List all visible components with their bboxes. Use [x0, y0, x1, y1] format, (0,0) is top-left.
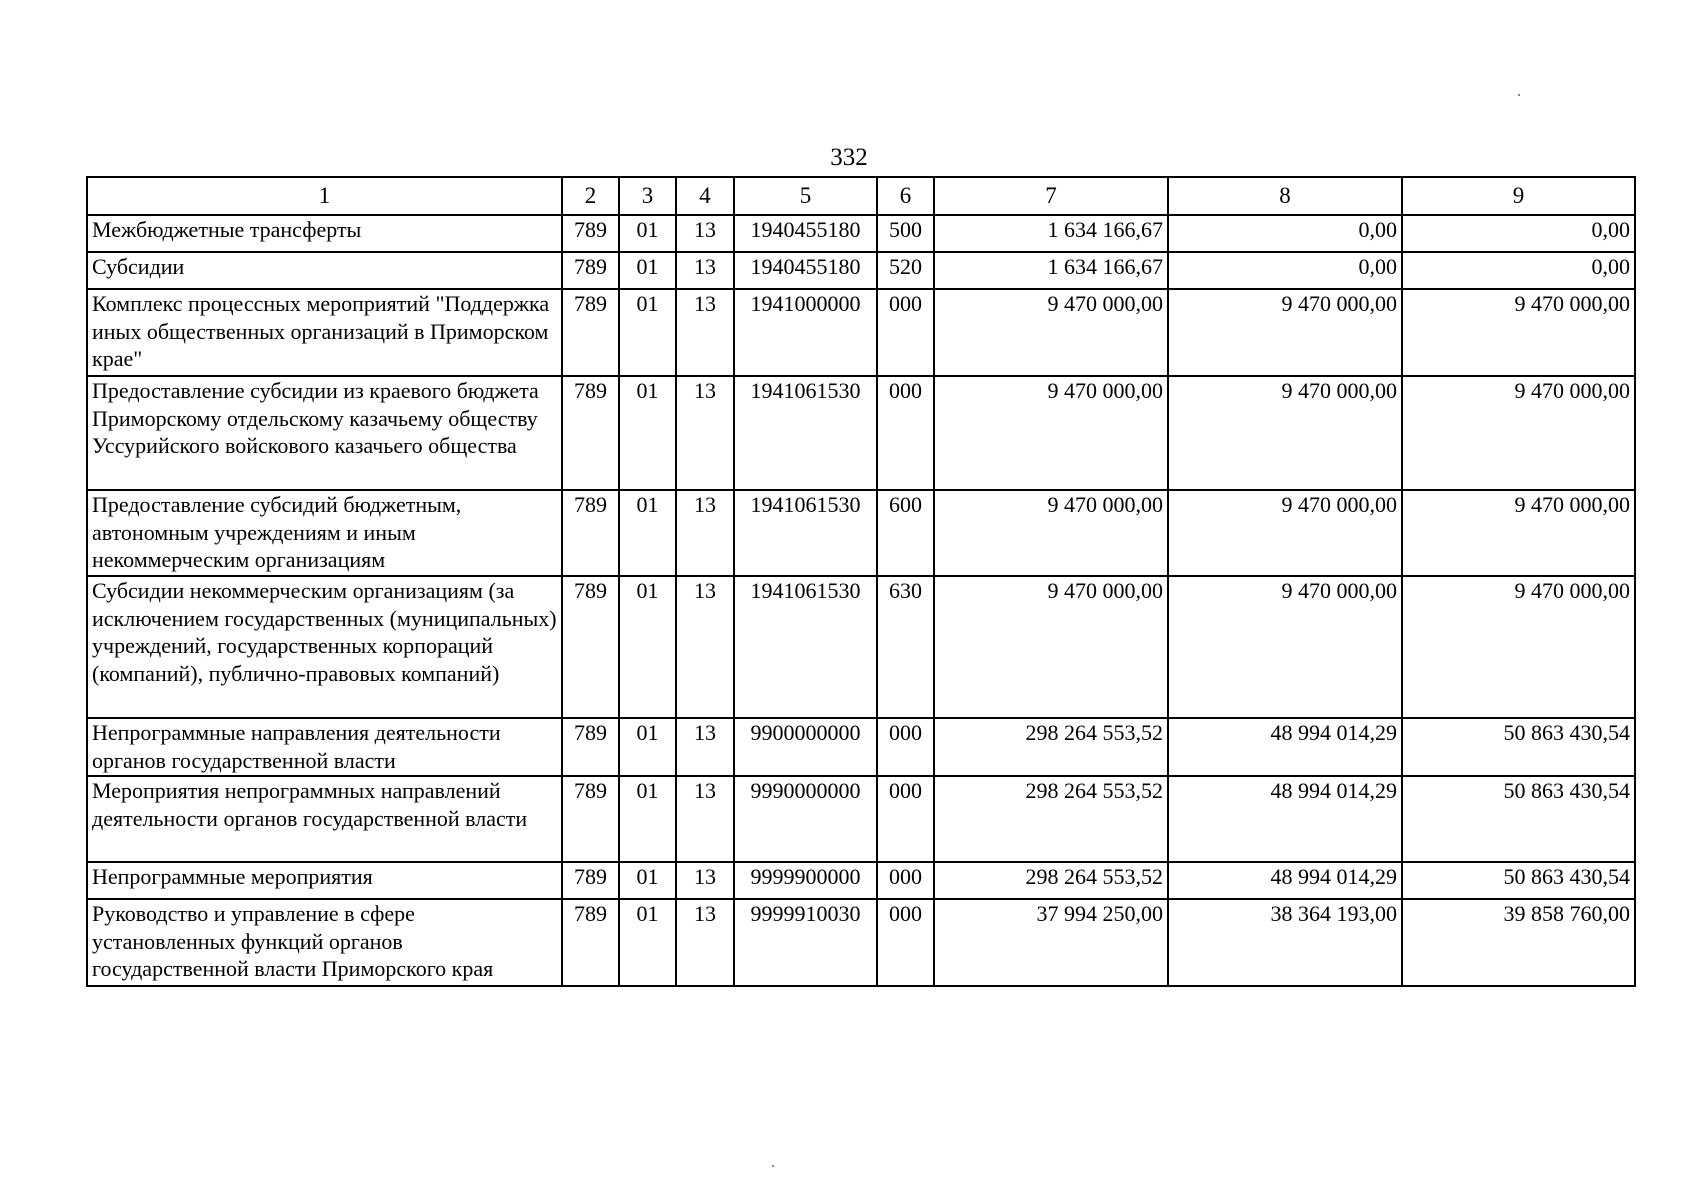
row-name: Субсидии некоммерческим организациям (за исключением государственных (муниципальных) учреждений, государственных корпораций (компаний), публично-правовых компаний): [87, 576, 562, 718]
cell-col2: 789: [562, 289, 619, 376]
cell-col3: 01: [619, 215, 676, 252]
cell-col9: 9 470 000,00: [1402, 376, 1635, 490]
row-name: Предоставление субсидии из краевого бюджета Приморскому отдельскому казачьему обществу Уссурийского войскового казачьего общества: [87, 376, 562, 490]
cell-col5: 1941061530: [734, 490, 877, 576]
cell-col8: 38 364 193,00: [1168, 899, 1402, 986]
cell-col7: 298 264 553,52: [934, 718, 1168, 776]
cell-col6: 000: [877, 376, 934, 490]
cell-col8: 9 470 000,00: [1168, 490, 1402, 576]
column-header: 9: [1402, 177, 1635, 215]
row-name: Мероприятия непрограммных направлений деятельности органов государственной власти: [87, 776, 562, 862]
column-header: 2: [562, 177, 619, 215]
cell-col3: 01: [619, 576, 676, 718]
cell-col3: 01: [619, 289, 676, 376]
cell-col8: 0,00: [1168, 215, 1402, 252]
table-row: [87, 376, 1635, 490]
cell-col9: 9 470 000,00: [1402, 289, 1635, 376]
cell-col5: 9999910030: [734, 899, 877, 986]
cell-col8: 9 470 000,00: [1168, 576, 1402, 718]
cell-col3: 01: [619, 376, 676, 490]
table-row: [87, 215, 1635, 252]
cell-col9: 9 470 000,00: [1402, 576, 1635, 718]
cell-col4: 13: [676, 289, 734, 376]
row-name: Непрограммные мероприятия: [87, 862, 562, 899]
cell-col5: 1941000000: [734, 289, 877, 376]
table-row: [87, 899, 1635, 986]
cell-col8: 0,00: [1168, 252, 1402, 289]
cell-col2: 789: [562, 490, 619, 576]
row-name: Комплекс процессных мероприятий "Поддержка иных общественных организаций в Приморском крае": [87, 289, 562, 376]
scan-speck: [772, 1165, 774, 1167]
cell-col7: 9 470 000,00: [934, 576, 1168, 718]
cell-col2: 789: [562, 252, 619, 289]
cell-col9: 0,00: [1402, 252, 1635, 289]
scan-speck: [1518, 94, 1520, 96]
table-row: [87, 289, 1635, 376]
row-name: Руководство и управление в сфере установленных функций органов государственной власти Приморского края: [87, 899, 562, 986]
cell-col2: 789: [562, 862, 619, 899]
cell-col7: 298 264 553,52: [934, 776, 1168, 862]
cell-col6: 000: [877, 776, 934, 862]
column-header: 8: [1168, 177, 1402, 215]
cell-col6: 600: [877, 490, 934, 576]
cell-col2: 789: [562, 215, 619, 252]
cell-col9: 50 863 430,54: [1402, 862, 1635, 899]
cell-col5: 1941061530: [734, 376, 877, 490]
table-row: [87, 862, 1635, 899]
cell-col2: 789: [562, 576, 619, 718]
cell-col4: 13: [676, 776, 734, 862]
cell-col3: 01: [619, 899, 676, 986]
cell-col2: 789: [562, 899, 619, 986]
table-row: [87, 718, 1635, 776]
header-row: [87, 177, 1635, 215]
cell-col5: 9900000000: [734, 718, 877, 776]
cell-col7: 9 470 000,00: [934, 376, 1168, 490]
cell-col9: 9 470 000,00: [1402, 490, 1635, 576]
cell-col9: 50 863 430,54: [1402, 718, 1635, 776]
cell-col2: 789: [562, 776, 619, 862]
cell-col7: 9 470 000,00: [934, 490, 1168, 576]
cell-col8: 9 470 000,00: [1168, 376, 1402, 490]
page-number: 332: [830, 144, 868, 171]
cell-col5: 1941061530: [734, 576, 877, 718]
cell-col4: 13: [676, 862, 734, 899]
cell-col4: 13: [676, 490, 734, 576]
cell-col9: 39 858 760,00: [1402, 899, 1635, 986]
cell-col5: 9990000000: [734, 776, 877, 862]
cell-col9: 0,00: [1402, 215, 1635, 252]
cell-col7: 37 994 250,00: [934, 899, 1168, 986]
column-header: 4: [676, 177, 734, 215]
cell-col6: 000: [877, 862, 934, 899]
cell-col4: 13: [676, 252, 734, 289]
cell-col3: 01: [619, 252, 676, 289]
cell-col8: 48 994 014,29: [1168, 862, 1402, 899]
cell-col4: 13: [676, 376, 734, 490]
row-name: Субсидии: [87, 252, 562, 289]
cell-col3: 01: [619, 718, 676, 776]
cell-col5: 1940455180: [734, 252, 877, 289]
table-row: [87, 576, 1635, 718]
cell-col8: 9 470 000,00: [1168, 289, 1402, 376]
column-header: 6: [877, 177, 934, 215]
cell-col3: 01: [619, 490, 676, 576]
cell-col7: 9 470 000,00: [934, 289, 1168, 376]
cell-col8: 48 994 014,29: [1168, 718, 1402, 776]
cell-col7: 1 634 166,67: [934, 252, 1168, 289]
cell-col6: 000: [877, 899, 934, 986]
cell-col2: 789: [562, 376, 619, 490]
table-row: [87, 776, 1635, 862]
table-row: [87, 490, 1635, 576]
cell-col2: 789: [562, 718, 619, 776]
cell-col6: 500: [877, 215, 934, 252]
column-header: 5: [734, 177, 877, 215]
column-header: 1: [87, 177, 562, 215]
cell-col4: 13: [676, 215, 734, 252]
column-header: 7: [934, 177, 1168, 215]
row-name: Предоставление субсидий бюджетным, автономным учреждениям и иным некоммерческим организациям: [87, 490, 562, 576]
cell-col3: 01: [619, 776, 676, 862]
cell-col4: 13: [676, 718, 734, 776]
row-name: Непрограммные направления деятельности органов государственной власти: [87, 718, 562, 776]
table-row: [87, 252, 1635, 289]
cell-col6: 000: [877, 718, 934, 776]
cell-col7: 1 634 166,67: [934, 215, 1168, 252]
cell-col8: 48 994 014,29: [1168, 776, 1402, 862]
cell-col5: 1940455180: [734, 215, 877, 252]
budget-table: [86, 176, 1636, 987]
cell-col5: 9999900000: [734, 862, 877, 899]
cell-col3: 01: [619, 862, 676, 899]
cell-col6: 000: [877, 289, 934, 376]
cell-col4: 13: [676, 576, 734, 718]
row-name: Межбюджетные трансферты: [87, 215, 562, 252]
cell-col7: 298 264 553,52: [934, 862, 1168, 899]
cell-col6: 520: [877, 252, 934, 289]
column-header: 3: [619, 177, 676, 215]
cell-col9: 50 863 430,54: [1402, 776, 1635, 862]
cell-col4: 13: [676, 899, 734, 986]
cell-col6: 630: [877, 576, 934, 718]
